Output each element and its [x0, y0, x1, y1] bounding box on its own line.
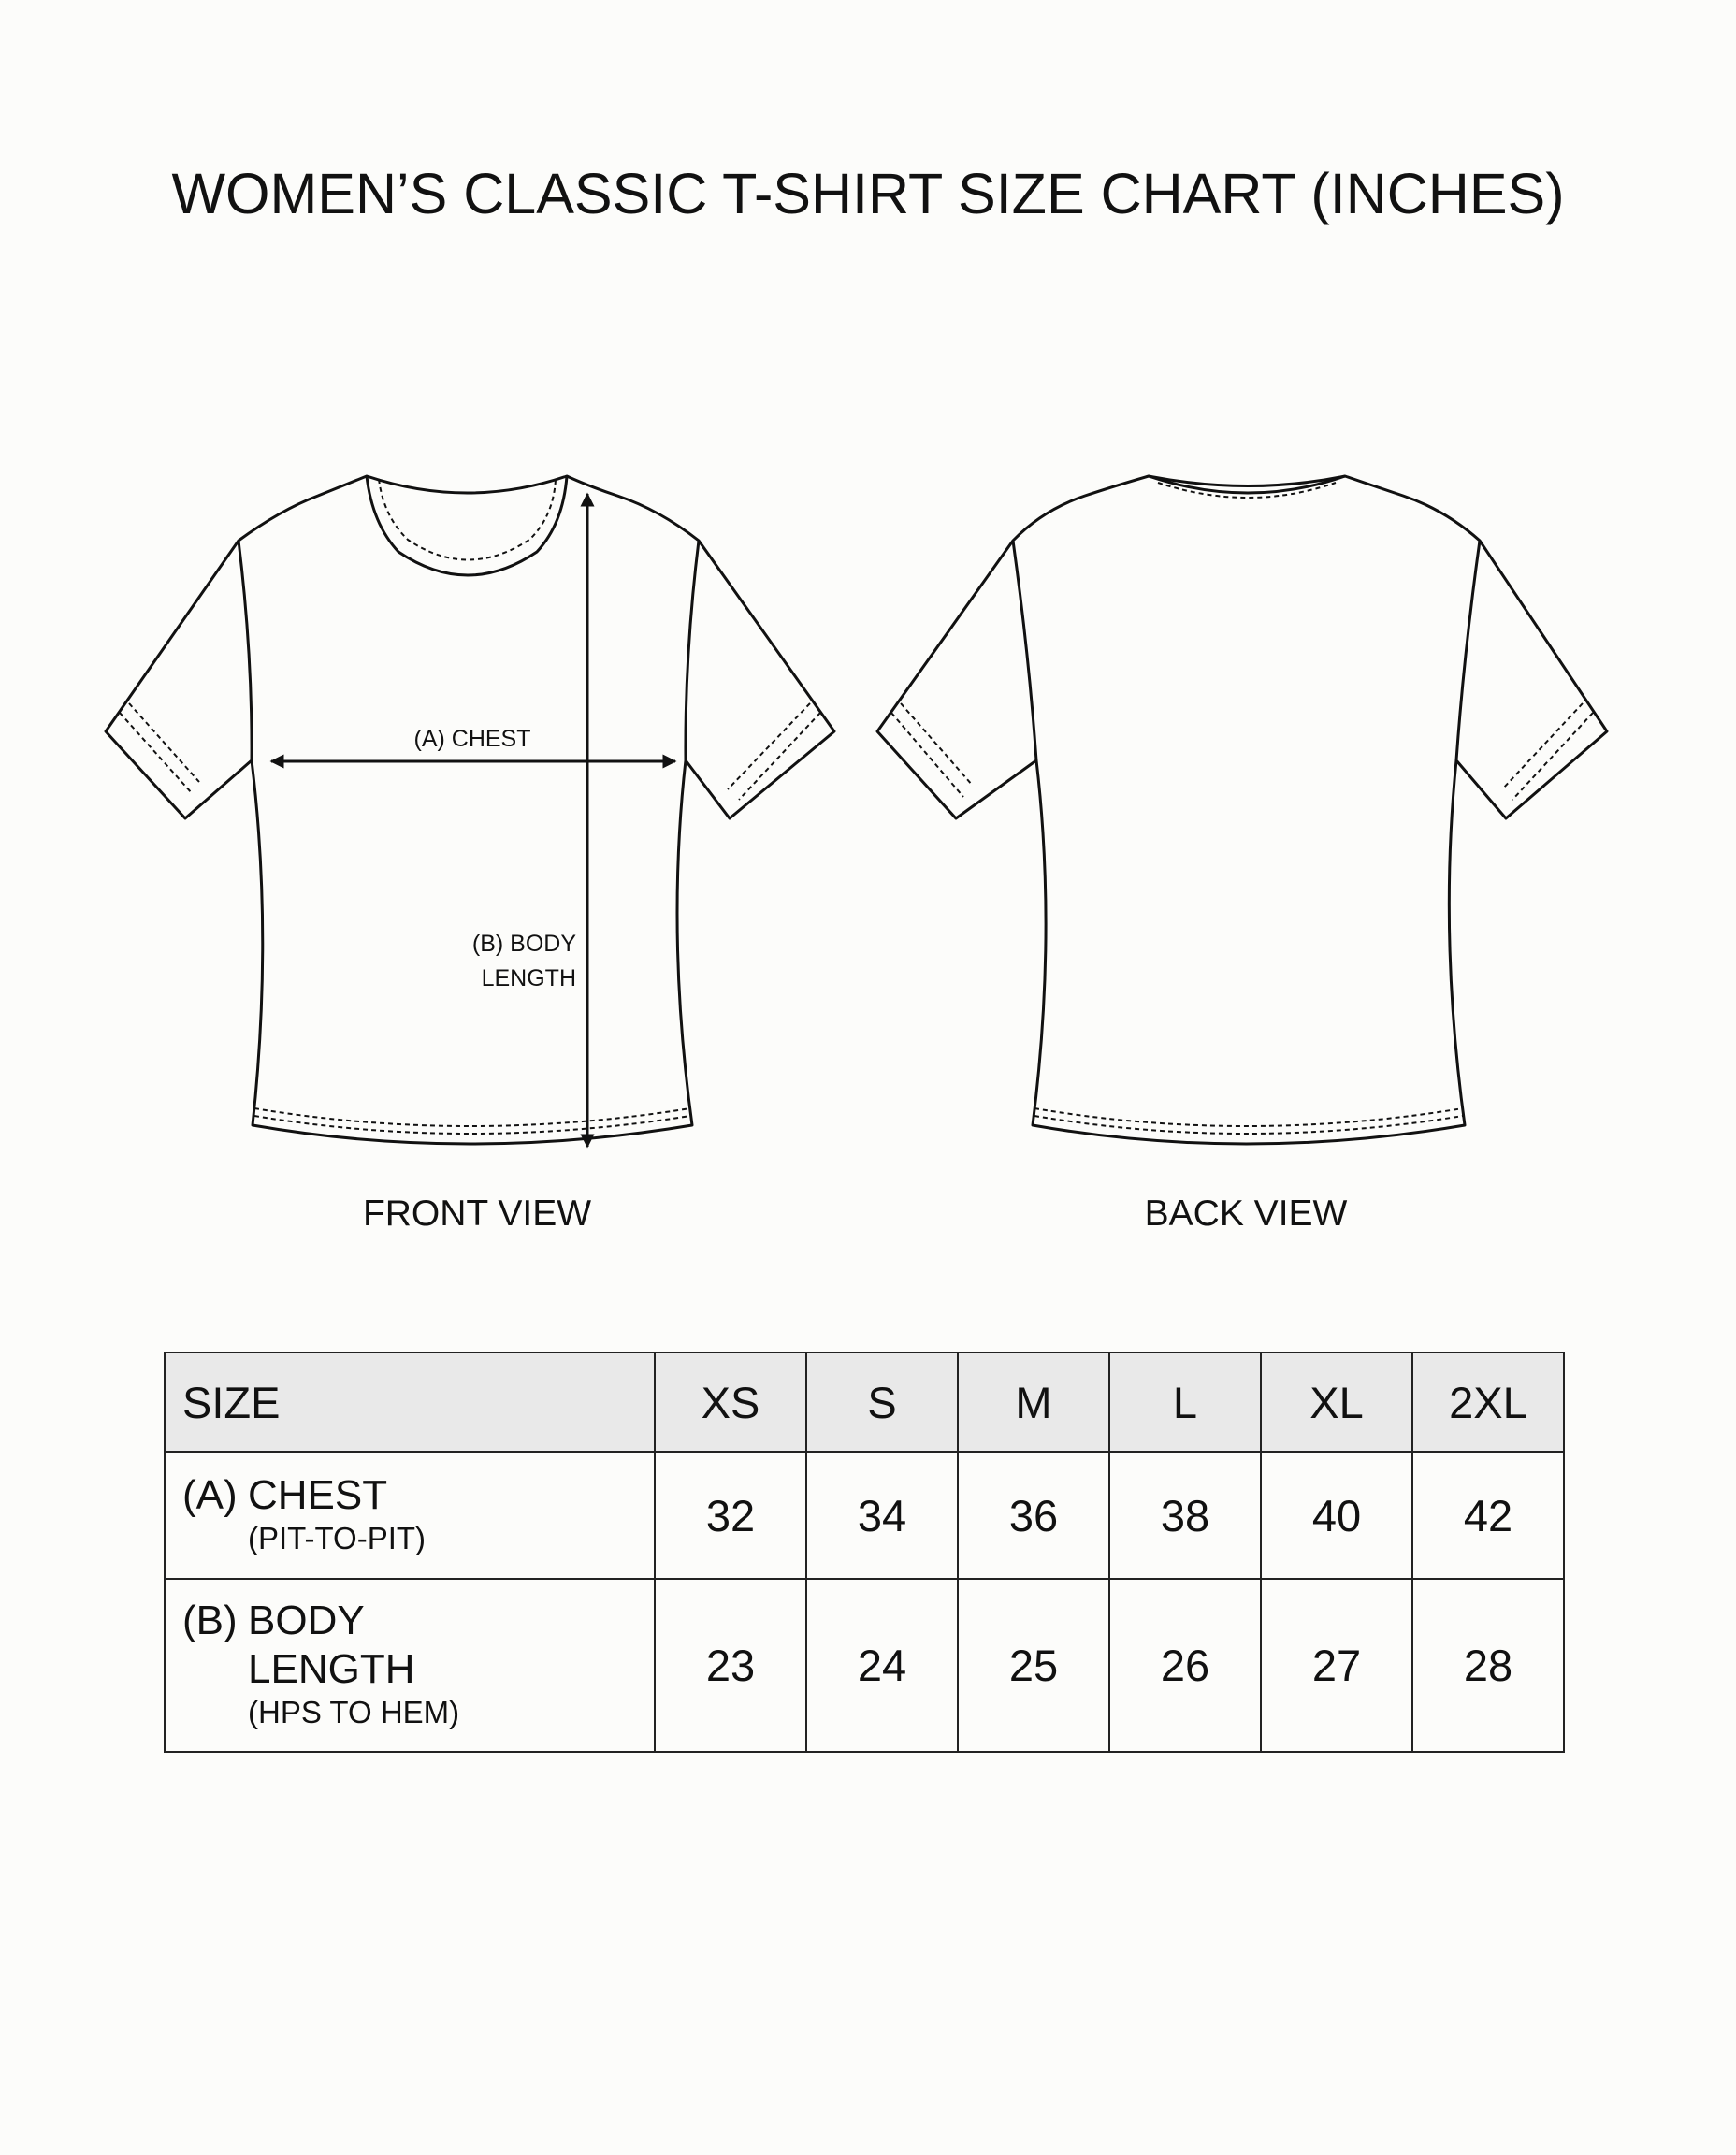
- row-label-body-length: [165, 1579, 655, 1752]
- front-right-cuff-stitch: [728, 703, 820, 800]
- table-cell: 40: [1261, 1452, 1412, 1579]
- back-view-label: BACK VIEW: [1144, 1193, 1348, 1234]
- front-tshirt-drawing: [106, 476, 834, 1144]
- row-name: BODY: [248, 1598, 365, 1643]
- size-column-header: 2XL: [1412, 1352, 1564, 1452]
- table-cell: 26: [1109, 1579, 1261, 1752]
- size-column-header: M: [958, 1352, 1109, 1452]
- table-row-chest: [165, 1452, 1564, 1579]
- back-left-sleeve-seam: [1013, 541, 1036, 760]
- front-neck-stitch: [379, 479, 556, 560]
- body-length-label-line1: (B) BODY: [471, 931, 576, 957]
- table-cell: 32: [655, 1452, 806, 1579]
- table-row-body-length: [165, 1579, 1564, 1752]
- size-header: SIZE: [165, 1352, 655, 1452]
- back-right-sleeve-seam: [1456, 541, 1480, 760]
- chest-measure-label: (A) CHEST: [413, 726, 531, 752]
- table-cell: 24: [806, 1579, 958, 1752]
- row-name: CHEST: [248, 1472, 388, 1518]
- back-body-outline: [877, 476, 1607, 1144]
- size-table: [164, 1352, 1565, 1753]
- back-left-cuff-stitch: [891, 703, 973, 797]
- row-sub: (HPS TO HEM): [248, 1695, 460, 1729]
- back-hem-stitch: [1034, 1108, 1463, 1134]
- table-cell: 38: [1109, 1452, 1261, 1579]
- back-right-cuff-stitch: [1502, 703, 1593, 800]
- table-cell: 36: [958, 1452, 1109, 1579]
- size-column-header: L: [1109, 1352, 1261, 1452]
- front-view-label: FRONT VIEW: [362, 1193, 592, 1234]
- back-tshirt-drawing: [877, 476, 1607, 1144]
- row-letter: (A): [182, 1472, 238, 1518]
- size-column-header: XS: [655, 1352, 806, 1452]
- row-letter: (B): [182, 1598, 238, 1643]
- front-left-sleeve-seam: [239, 541, 252, 760]
- front-hem-stitch: [254, 1108, 690, 1134]
- row-label-chest: [165, 1452, 655, 1579]
- size-column-header: XL: [1261, 1352, 1412, 1452]
- size-column-header: S: [806, 1352, 958, 1452]
- front-left-cuff-stitch: [120, 703, 199, 793]
- table-cell: 42: [1412, 1452, 1564, 1579]
- table-cell: 34: [806, 1452, 958, 1579]
- table-cell: 23: [655, 1579, 806, 1752]
- table-cell: 28: [1412, 1579, 1564, 1752]
- row-sub: (PIT-TO-PIT): [248, 1521, 427, 1555]
- front-right-sleeve-seam: [686, 541, 699, 760]
- page-title: WOMEN’S CLASSIC T-SHIRT SIZE CHART (INCHES): [171, 162, 1565, 225]
- table-header-row: [165, 1352, 1564, 1452]
- table-cell: 25: [958, 1579, 1109, 1752]
- table-cell: 27: [1261, 1579, 1412, 1752]
- row-name-line2: LENGTH: [248, 1646, 415, 1692]
- body-length-label-line2: LENGTH: [481, 965, 576, 991]
